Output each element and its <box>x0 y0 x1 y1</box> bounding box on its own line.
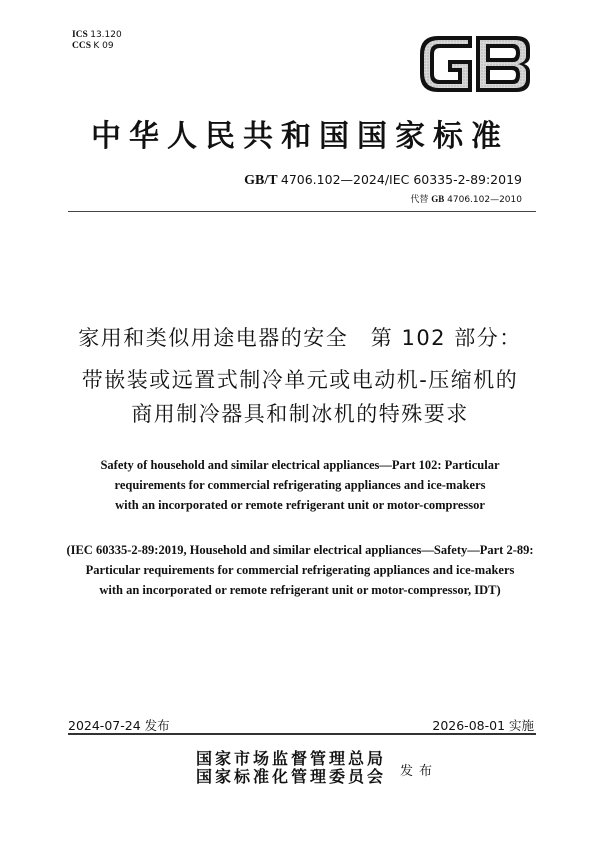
national-standard-title: 中华人民共和国国家标准 <box>91 119 509 154</box>
ics-value: 13.120 <box>90 30 122 40</box>
ccs-label: CCS <box>72 41 92 51</box>
replaces-standard <box>410 192 522 205</box>
issue-label: 发布 <box>400 764 439 779</box>
title-en-line-1: Safety of household and similar electrical appliances—Part 102: Particular <box>100 458 500 472</box>
ccs-code <box>72 41 122 52</box>
issuer-sac: 国家标准化管理委员会 <box>196 767 387 786</box>
iec-reference <box>0 540 600 600</box>
title-en-line-3: with an incorporated or remote refrigerant unit or motor-compressor <box>115 498 485 512</box>
replaces-prefix: GB <box>431 194 445 204</box>
standard-number-value: 4706.102—2024/IEC 60335-2-89:2019 <box>280 172 522 187</box>
ics-label: ICS <box>72 30 88 40</box>
title-cn-line-3: 商用制冷器具和制冰机的特殊要求 <box>131 402 469 426</box>
implement-date: 2026-08-01 实施 <box>432 718 534 733</box>
replaces-number: 4706.102—2010 <box>447 195 522 205</box>
bottom-divider <box>68 733 536 735</box>
standard-prefix: GB/T <box>244 173 278 188</box>
title-cn-line-1: 家用和类似用途电器的安全 第 102 部分： <box>78 326 522 350</box>
title-en-line-2: requirements for commercial refrigerating appliances and ice-makers <box>114 478 486 492</box>
classification-codes <box>72 30 122 52</box>
replaces-label: 代替 <box>410 195 429 205</box>
gb-logo-icon <box>418 34 532 94</box>
issuing-organizations <box>196 750 386 786</box>
title-en <box>0 455 600 515</box>
top-divider <box>68 211 536 212</box>
iec-reference-line-3: with an incorporated or remote refrigerant unit or motor-compressor, IDT) <box>99 583 501 597</box>
iec-reference-line-2: Particular requirements for commercial refrigerating appliances and ice-makers <box>85 563 515 577</box>
ccs-value: K 09 <box>93 41 114 51</box>
iec-reference-line-1: (IEC 60335-2-89:2019, Household and similar electrical appliances—Safety—Part 2-89: <box>66 543 534 557</box>
issuer-samr: 国家市场监督管理总局 <box>196 749 387 768</box>
standard-number <box>244 172 522 189</box>
ics-code <box>72 30 122 41</box>
title-cn-line-2: 带嵌装或远置式制冷单元或电动机-压缩机的 <box>81 368 519 392</box>
publish-date: 2024-07-24 发布 <box>68 718 170 733</box>
